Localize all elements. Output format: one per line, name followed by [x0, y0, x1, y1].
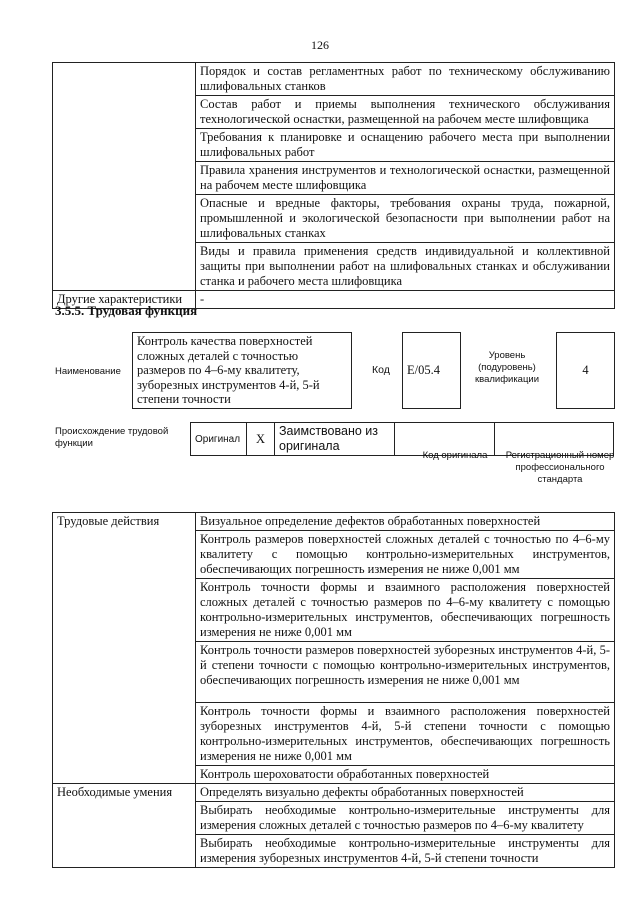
code-value: E/05.4: [407, 363, 440, 377]
table-row: [53, 784, 615, 802]
section-heading: 3.5.5. Трудовая функция: [55, 303, 198, 318]
knowledge-table: [52, 62, 615, 309]
table-cell: Порядок и состав регламентных работ по техническому обслуживанию шлифовальных станков: [196, 63, 615, 96]
table-cell: Требования к планировке и оснащению рабочего места при выполнении шлифовальных работ: [196, 129, 615, 162]
origin-label: Происхождение трудовой функции: [55, 426, 169, 449]
reg-number-caption: Регистрационный номер профессионального стандарта: [505, 450, 615, 485]
empty-label-cell: [53, 63, 196, 291]
qualification-level-label: Уровень (подуровень) квалификации: [474, 350, 540, 385]
table-row: [53, 513, 615, 531]
table-cell: Визуальное определение дефектов обработанных поверхностей: [196, 513, 615, 531]
other-characteristics-label: Другие характеристики: [53, 291, 196, 309]
table-cell: Контроль точности формы и взаимного расположения поверхностей зуборезных инструментов 4-й, 5-й степени точности с помощью контрольно-измерительных инструментов, обеспечивающих погрешность измерения не ниже 0,001 мм: [196, 703, 615, 766]
table-cell: Контроль размеров поверхностей сложных деталей с точностью по 4–6-му квалитету с помощью контрольно-измерительных инструментов, обеспечивающих погрешность измерения не ниже 0,001 мм: [196, 531, 615, 579]
name-value-box: [132, 332, 352, 409]
table-row: [53, 63, 615, 96]
function-name: Контроль качества поверхностей сложных деталей с точностью размеров по 4–6-му квалитету, зуборезных инструментов 4-й, 5-й степени точности: [137, 334, 320, 407]
table-cell: Состав работ и приемы выполнения технического обслуживания технологической оснастки, размещенной на рабочем месте шлифовщика: [196, 96, 615, 129]
table-cell: Выбирать необходимые контрольно-измерительные инструменты для измерения сложных деталей с точностью размеров по 4–6-му квалитету: [196, 802, 615, 835]
table-cell: Виды и правила применения средств индивидуальной и коллективной защиты при выполнении работ на шлифовальных станках и обслуживании станка и рабочего места шлифовщика: [196, 243, 615, 291]
table-cell: Контроль точности размеров поверхностей зуборезных инструментов 4-й, 5-й степени точности с помощью контрольно-измерительных инструментов, обеспечивающих погрешность измерения не ниже 0,001 мм: [196, 642, 615, 703]
name-label: Наименование: [55, 366, 121, 377]
other-characteristics-value: -: [196, 291, 615, 309]
labor-actions-label: Трудовые действия: [53, 513, 196, 784]
table-cell: Правила хранения инструментов и технологической оснастки, размещенной на рабочем месте шлифовщика: [196, 162, 615, 195]
original-mark: X: [247, 423, 275, 456]
original-label: Оригинал: [191, 423, 247, 456]
code-label: Код: [372, 364, 390, 376]
table-cell: Определять визуально дефекты обработанных поверхностей: [196, 784, 615, 802]
level-value: 4: [582, 363, 589, 377]
table-cell: Контроль точности формы и взаимного расположения поверхностей сложных деталей с точностью размеров по 4–6-му квалитету с помощью контрольно-измерительных инструментов, обеспечивающих погрешность измерения не ниже 0,001 мм: [196, 579, 615, 642]
borrowed-label: Заимствовано из оригинала: [275, 423, 395, 456]
table-cell: Контроль шероховатости обработанных поверхностей: [196, 766, 615, 784]
code-original-caption: Код оригинала: [422, 450, 488, 461]
table-cell: Опасные и вредные факторы, требования охраны труда, пожарной, промышленной и экологической безопасности при выполнении работ на шлифовальных станках: [196, 195, 615, 243]
level-value-box: [556, 332, 615, 409]
code-value-box: [402, 332, 461, 409]
page-number: 126: [311, 38, 329, 52]
skills-label: Необходимые умения: [53, 784, 196, 868]
table-cell: Выбирать необходимые контрольно-измерительные инструменты для измерения зуборезных инструментов 4-й, 5-й степени точности: [196, 835, 615, 868]
function-details-table: [52, 512, 615, 868]
